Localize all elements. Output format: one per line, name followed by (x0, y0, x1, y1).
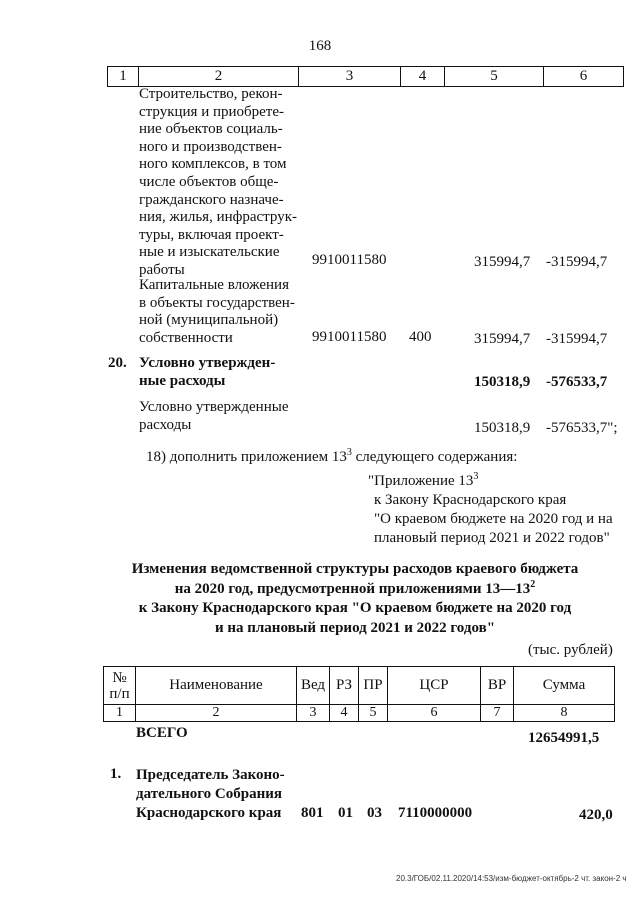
change-value: -576533,7"; (546, 420, 618, 436)
change-value: -315994,7 (546, 331, 608, 347)
ved-code: 801 (301, 805, 324, 821)
total-label: ВСЕГО (136, 725, 188, 741)
header-csr: ЦСР (388, 667, 481, 705)
column-index-1: 1 (104, 705, 136, 722)
rz-code: 01 (338, 805, 353, 821)
table-row-name: Председатель Законо- дательного Собрания Краснодарского края (136, 767, 285, 821)
amendment-paragraph: 18) дополнить приложением $13^3$ следующего содержания: (146, 447, 518, 465)
page-number: 168 (308, 38, 332, 54)
amount-value: 150318,9 (474, 420, 531, 436)
column-index-header (107, 66, 624, 87)
appendix-reference: "Приложение $13^3$ к Закону Краснодарского края "О краевом бюджете на 2020 год и на плановый период 2021 и 2022 годов" (368, 471, 613, 546)
column-index-5: 5 (445, 67, 544, 87)
row-number: 20. (108, 355, 127, 371)
column-index-7: 7 (481, 705, 514, 722)
amount-value: 150318,9 (474, 374, 531, 390)
table-row-name: Строительство, рекон- струкция и приобрете- ние объектов социаль- ного и производствен- ного комплексов, в том числе объектов обще- гражданского назначе- ния, жилья, инфраструк- туры, включая проект- ные и изыскательские работы (139, 86, 297, 278)
header-rz: РЗ (330, 667, 359, 705)
header-ved: Вед (297, 667, 330, 705)
vr-code: 400 (409, 329, 432, 345)
header-sum: Сумма (514, 667, 615, 705)
header-name: Наименование (136, 667, 297, 705)
column-index-6: 6 (388, 705, 481, 722)
change-value: -576533,7 (546, 374, 608, 390)
csr-code: 9910011580 (312, 329, 387, 345)
column-index-2: 2 (139, 67, 299, 87)
column-index-8: 8 (514, 705, 615, 722)
amount-value: 315994,7 (474, 331, 531, 347)
file-footer: 20.3/ГОБ/02.11.2020/14:53/изм-бюджет-октябрь-2 чт. закон-2 ч (396, 874, 627, 883)
structure-table-header (103, 666, 615, 722)
column-index-5: 5 (359, 705, 388, 722)
units-label: (тыс. рублей) (528, 642, 613, 658)
total-value: 12654991,5 (528, 730, 600, 746)
document-heading: Изменения ведомственной структуры расходов краевого бюджета на 2020 год, предусмотренной приложениями $13—13^2$ к Закону Краснодарского края "О краевом бюджете на 2020 год и на плановый период 2021 и 2022 годов" (131, 561, 579, 636)
table-row-name: Условно утвержденные расходы (139, 399, 289, 433)
column-index-3: 3 (297, 705, 330, 722)
change-value: -315994,7 (546, 254, 608, 270)
column-index-4: 4 (401, 67, 445, 87)
column-index-4: 4 (330, 705, 359, 722)
column-index-3: 3 (299, 67, 401, 87)
header-vr: ВР (481, 667, 514, 705)
csr-code: 9910011580 (312, 252, 387, 268)
pr-code: 03 (367, 805, 382, 821)
column-index-1: 1 (108, 67, 139, 87)
header-number: № п/п (104, 667, 136, 705)
table-row-name: Условно утвержден- ные расходы (139, 355, 276, 389)
column-index-6: 6 (544, 67, 624, 87)
csr-code: 7110000000 (398, 805, 473, 821)
column-index-2: 2 (136, 705, 297, 722)
header-pr: ПР (359, 667, 388, 705)
table-row-name: Капитальные вложения в объекты государствен- ной (муниципальной) собственности (139, 277, 295, 346)
row-number: 1. (110, 766, 122, 782)
amount-value: 315994,7 (474, 254, 531, 270)
sum-value: 420,0 (579, 807, 613, 823)
